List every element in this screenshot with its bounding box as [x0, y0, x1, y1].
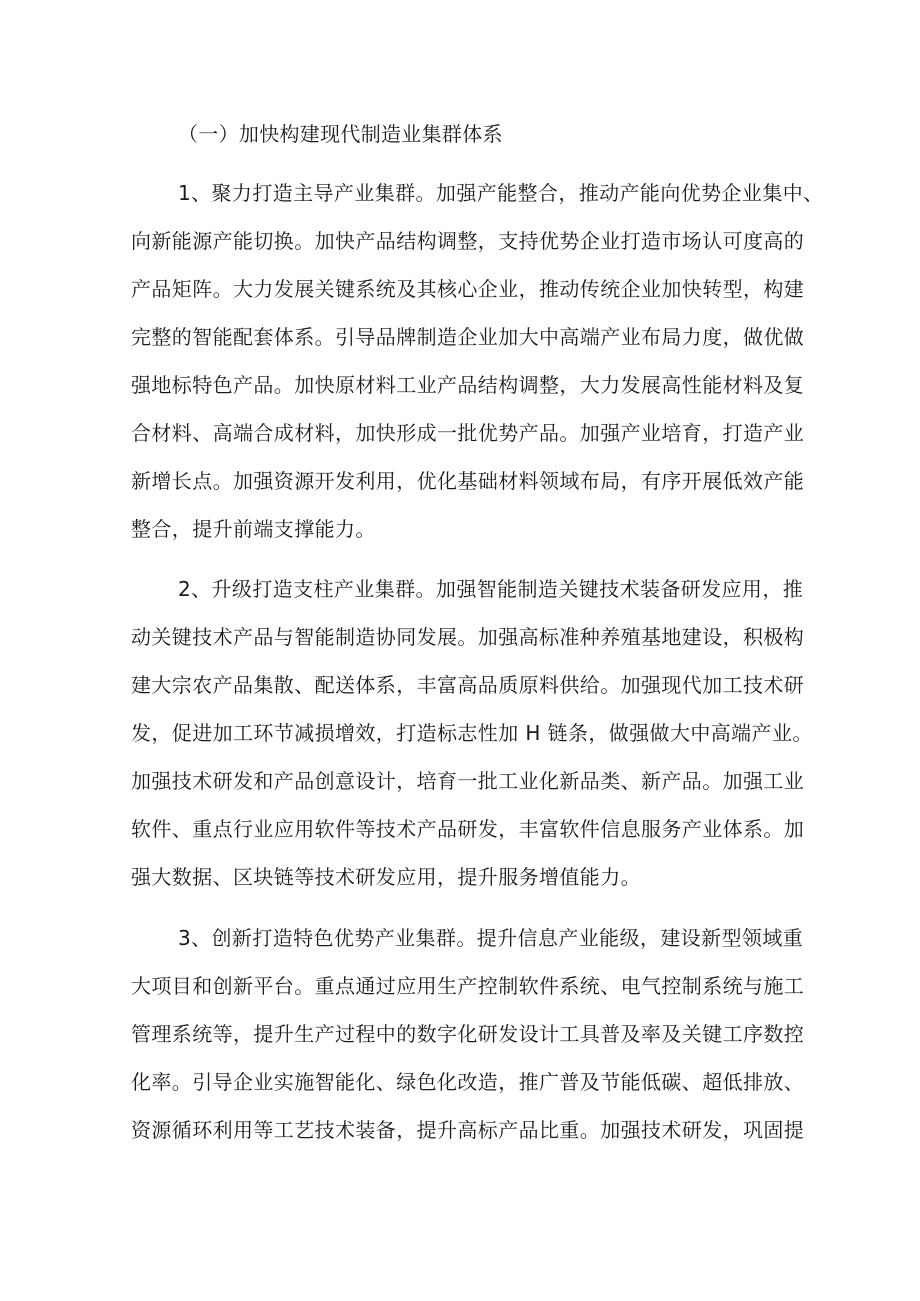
paragraph-1-line: 强地标特色产品。加快原材料工业产品结构调整，大力发展高性能材料及复 [131, 373, 805, 397]
paragraph-1-line: 产品矩阵。大力发展关键系统及其核心企业，推动传统企业加快转型，构建 [131, 277, 805, 301]
paragraph-2-line: 建大宗农产品集散、配送体系，丰富高品质原料供给。加强现代加工技术研 [131, 673, 805, 697]
paragraph-2-line: 强大数据、区块链等技术研发应用，提升服务增值能力。 [131, 865, 641, 889]
paragraph-3-line: 3、创新打造特色优势产业集群。提升信息产业能级，建设新型领域重 [178, 926, 804, 950]
section-heading: （一）加快构建现代制造业集群体系 [178, 122, 503, 146]
paragraph-2-line: 动关键技术产品与智能制造协同发展。加强高标准种养殖基地建设，积极构 [131, 625, 805, 649]
paragraph-2-line: 发，促进加工环节减损增效，打造标志性加 H 链条，做强做大中高端产业。 [131, 721, 813, 745]
paragraph-1-line: 向新能源产能切换。加快产品结构调整，支持优势企业打造市场认可度高的 [131, 229, 805, 253]
paragraph-1-line: 1、聚力打造主导产业集群。加强产能整合，推动产能向优势企业集中、 [178, 181, 824, 205]
paragraph-1-line: 整合，提升前端支撑能力。 [131, 517, 376, 541]
paragraph-1-line: 新增长点。加强资源开发利用，优化基础材料领域布局，有序开展低效产能 [131, 469, 805, 493]
paragraph-1-line: 合材料、高端合成材料，加快形成一批优势产品。加强产业培育，打造产业 [131, 421, 805, 445]
paragraph-1-line: 完整的智能配套体系。引导品牌制造企业加大中高端产业布局力度，做优做 [131, 325, 805, 349]
paragraph-2-line: 加强技术研发和产品创意设计，培育一批工业化新品类、新产品。加强工业 [131, 769, 805, 793]
paragraph-3-line: 管理系统等，提升生产过程中的数字化研发设计工具普及率及关键工序数控 [131, 1022, 805, 1046]
paragraph-2-line: 2、升级打造支柱产业集群。加强智能制造关键技术装备研发应用，推 [178, 577, 804, 601]
paragraph-2-line: 软件、重点行业应用软件等技术产品研发，丰富软件信息服务产业体系。加 [131, 817, 805, 841]
paragraph-3-line: 大项目和创新平台。重点通过应用生产控制软件系统、电气控制系统与施工 [131, 974, 805, 998]
paragraph-3-line: 资源循环利用等工艺技术装备，提升高标产品比重。加强技术研发，巩固提 [131, 1118, 805, 1142]
paragraph-3-line: 化率。引导企业实施智能化、绿色化改造，推广普及节能低碳、超低排放、 [131, 1070, 805, 1094]
